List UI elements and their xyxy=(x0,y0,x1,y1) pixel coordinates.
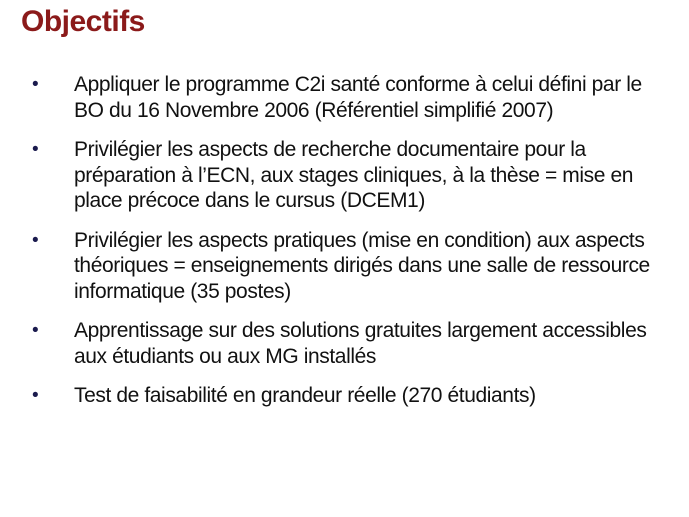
list-item xyxy=(30,137,670,214)
bullet-icon: • xyxy=(32,320,39,341)
list-item-text: Test de faisabilité en grandeur réelle (270 étudiants) xyxy=(74,384,536,407)
bullet-icon: • xyxy=(32,229,39,251)
bullet-icon: • xyxy=(32,385,39,406)
list-item xyxy=(30,318,670,369)
bullet-icon: • xyxy=(32,139,39,160)
bullet-list xyxy=(30,72,670,423)
list-item xyxy=(30,383,670,409)
list-item xyxy=(30,72,670,123)
slide-title: Objectifs xyxy=(21,5,145,38)
list-item-text: Privilégier les aspects pratiques (mise en condition) aux aspects théoriques = enseignements dirigés dans une salle de ressource informatique (35 postes) xyxy=(74,228,650,303)
list-item-text: Privilégier les aspects de recherche documentaire pour la préparation à l’ECN, aux stages cliniques, à la thèse = mise en place précoce dans le cursus (DCEM1) xyxy=(74,138,634,212)
list-item-text: Apprentissage sur des solutions gratuites largement accessibles aux étudiants ou aux MG installés xyxy=(74,319,647,368)
bullet-icon: • xyxy=(32,74,39,95)
list-item-text: Appliquer le programme C2i santé conforme à celui défini par le BO du 16 Novembre 2006 (Référentiel simplifié 2007) xyxy=(74,73,642,122)
list-item xyxy=(30,228,670,305)
